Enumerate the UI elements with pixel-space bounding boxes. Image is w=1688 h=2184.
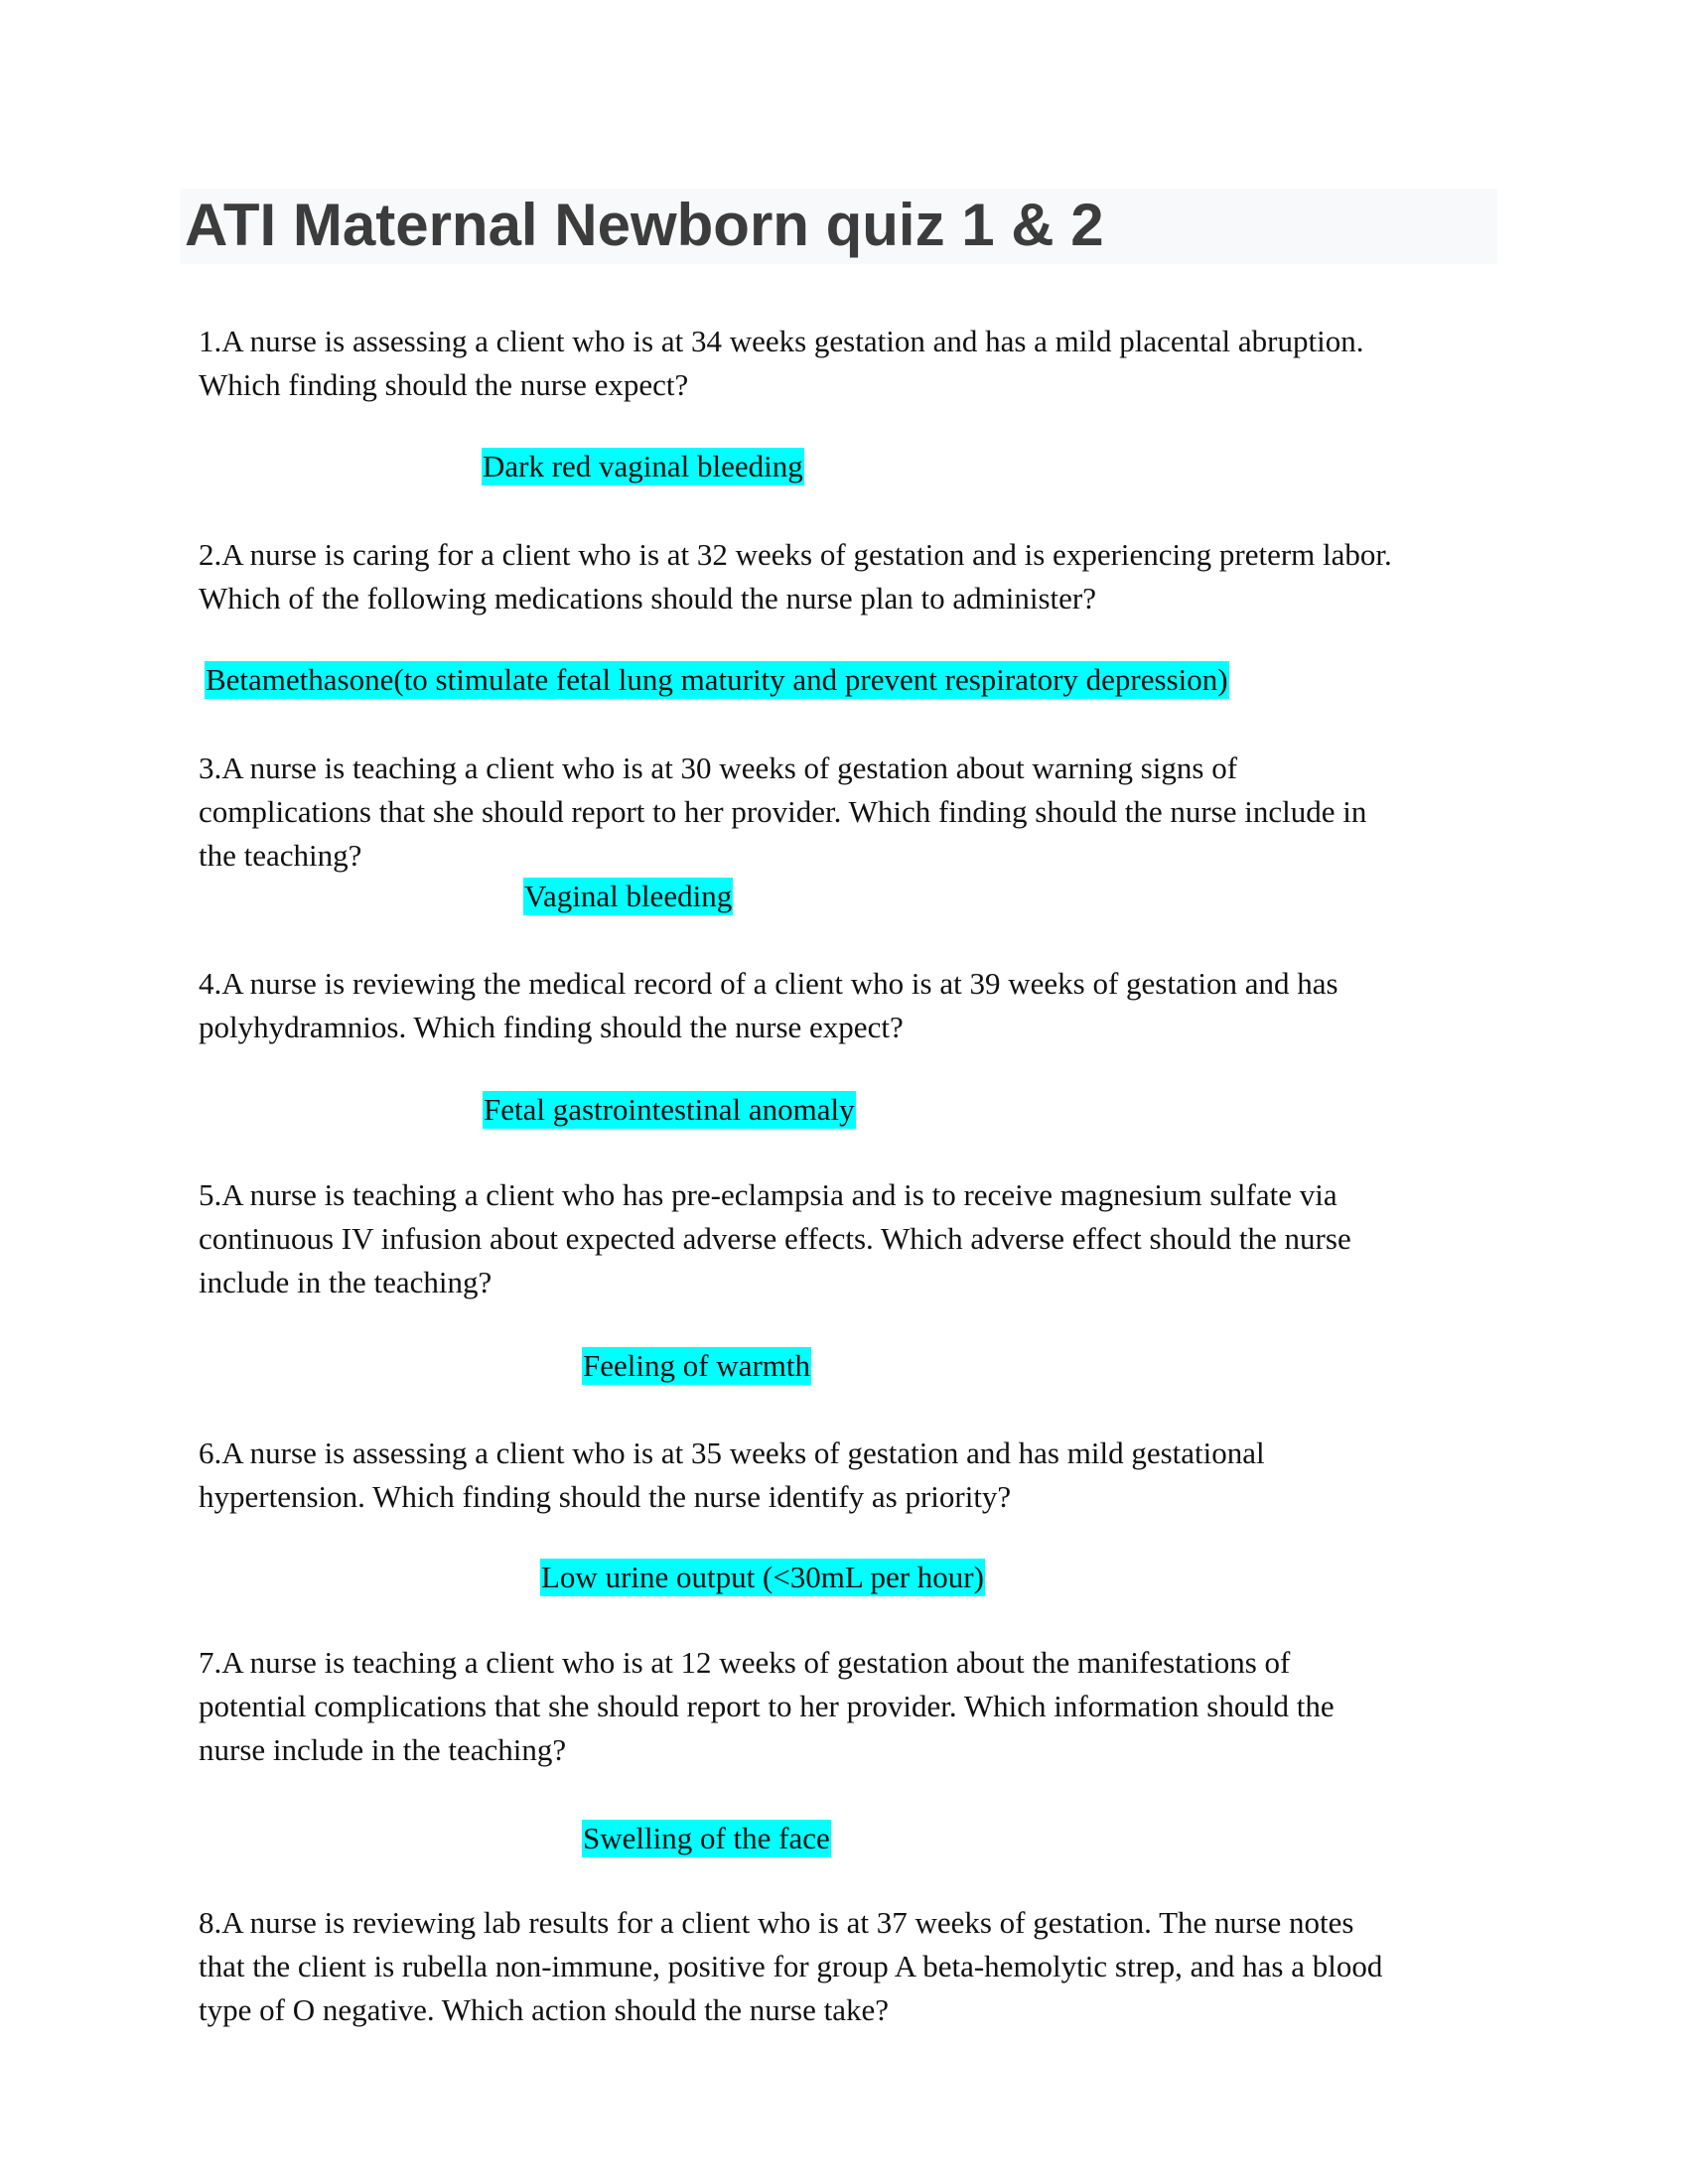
question-4: 4.A nurse is reviewing the medical record of a client who is at 39 weeks of gestation and has polyhydramnios. Which finding should the nurse expect? [199, 966, 1338, 1044]
answer-6: Low urine output (<30mL per hour) [541, 1560, 984, 1594]
answer-4: Fetal gastrointestinal anomaly [484, 1092, 855, 1127]
question-6: 6.A nurse is assessing a client who is at 35 weeks of gestation and has mild gestational hypertension. Which finding should the nurse identify as priority? [199, 1435, 1265, 1514]
question-5: 5.A nurse is teaching a client who has pre-eclampsia and is to receive magnesium sulfate via continuous IV infusion about expected adverse effects. Which adverse effect should the nurse include in the teaching? [199, 1177, 1351, 1299]
question-8: 8.A nurse is reviewing lab results for a client who is at 37 weeks of gestation. The nurse notes that the client is rubella non-immune, positive for group A beta-hemolytic strep, and has a blood type of O negative. Which action should the nurse take? [199, 1905, 1383, 2027]
question-3: 3.A nurse is teaching a client who is at 30 weeks of gestation about warning signs of complications that she should report to her provider. Which finding should the nurse include in the teaching? [199, 751, 1367, 873]
document-title: ATI Maternal Newborn quiz 1 & 2 [185, 192, 1104, 258]
question-1: 1.A nurse is assessing a client who is at 34 weeks gestation and has a mild placental abruption. Which finding should the nurse expect? [199, 324, 1364, 402]
question-7: 7.A nurse is teaching a client who is at 12 weeks of gestation about the manifestations of potential complications that she should report to her provider. Which information should the nurse include in the teaching? [199, 1645, 1335, 1767]
answer-1: Dark red vaginal bleeding [483, 449, 803, 483]
answer-7: Swelling of the face [583, 1821, 830, 1855]
question-2: 2.A nurse is caring for a client who is at 32 weeks of gestation and is experiencing preterm labor. Which of the following medications should the nurse plan to administer? [199, 537, 1392, 615]
answer-2: Betamethasone(to stimulate fetal lung maturity and prevent respiratory depression) [206, 662, 1228, 697]
answer-3: Vaginal bleeding [524, 879, 733, 913]
answer-5: Feeling of warmth [583, 1348, 811, 1383]
